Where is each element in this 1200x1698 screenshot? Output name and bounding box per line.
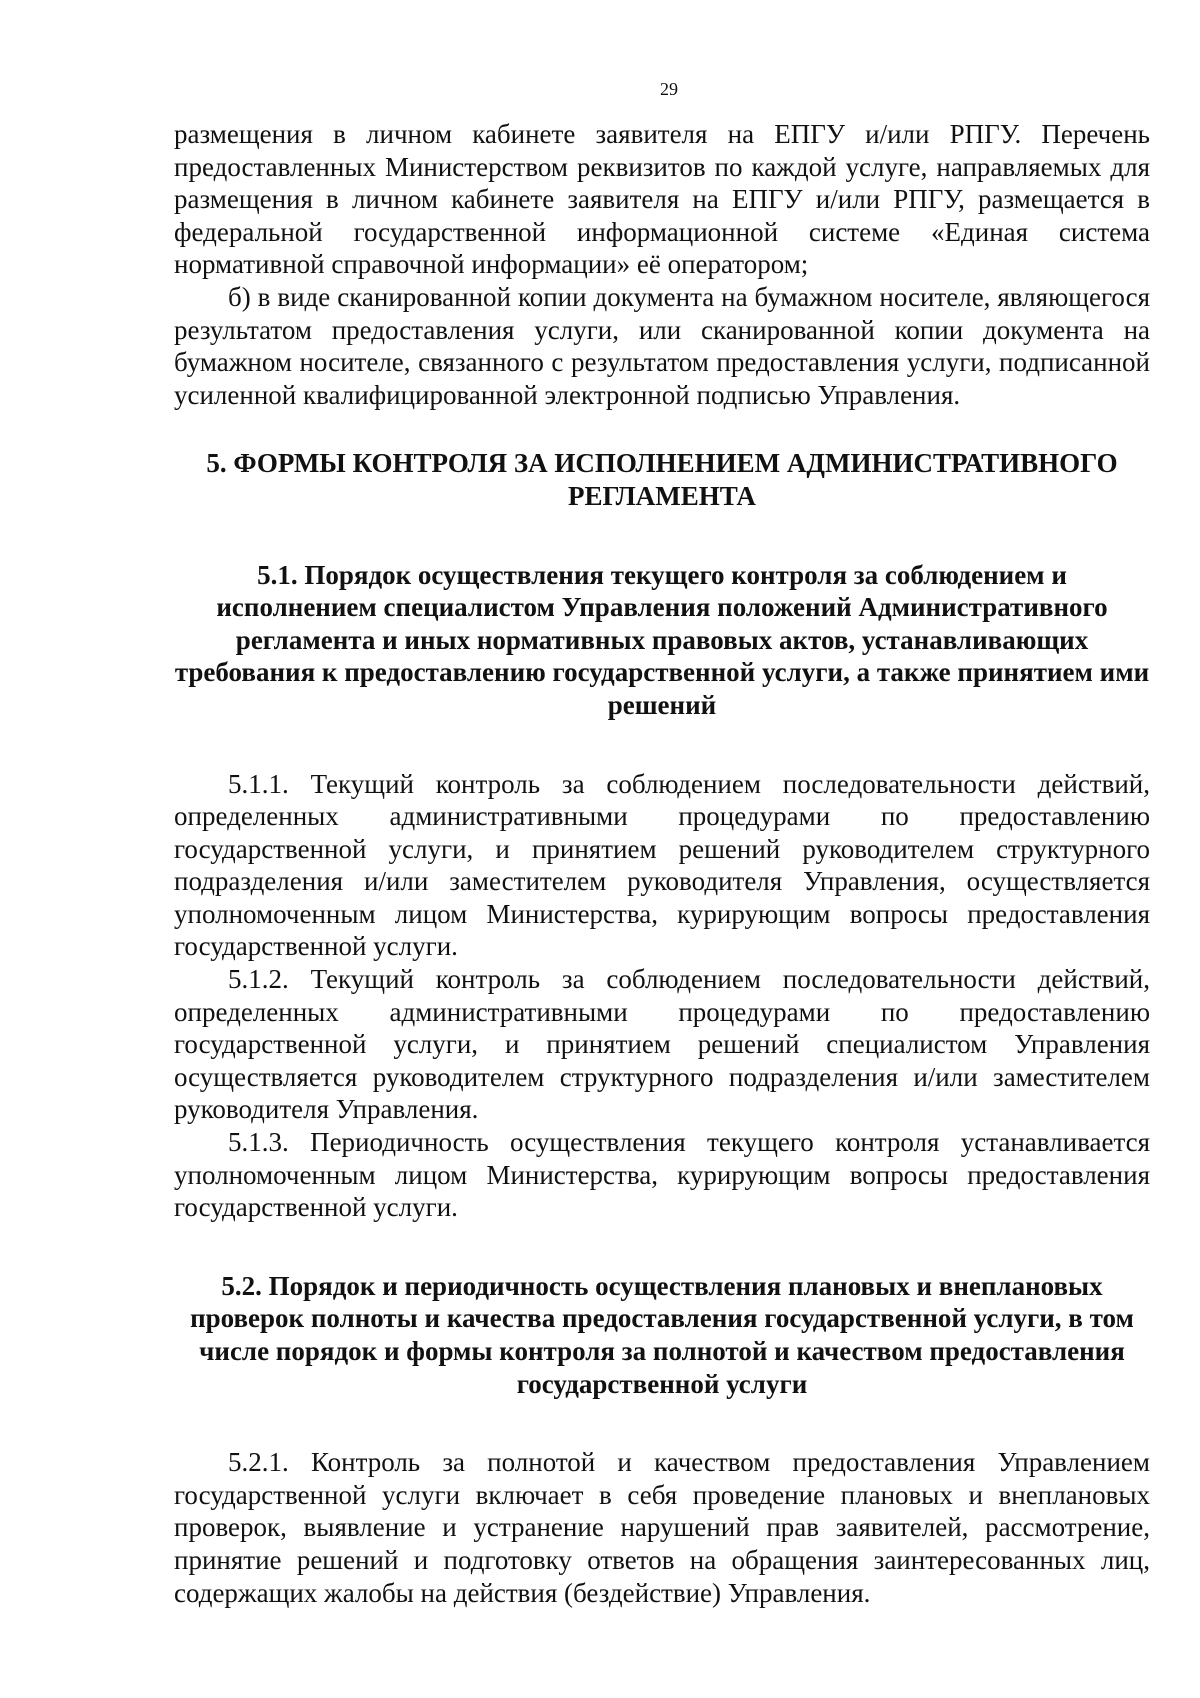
paragraph-5-1-2: 5.1.2. Текущий контроль за соблюдением последовательности действий, определенных административными процедурами по предоставлению государственной услуги, и принятием решений специалистом Управления осуществляется руководителем структурного подразделения и/или заместителем руководителя Управления.: [174, 964, 1150, 1125]
document-page: [174, 78, 1150, 1609]
paragraph-5-1-1: 5.1.1. Текущий контроль за соблюдением последовательности действий, определенных административными процедурами по предоставлению государственной услуги, и принятием решений руководителем структурного подразделения и/или заместителем руководителя Управления, осуществляется уполномоченным лицом Министерства, курирующим вопросы предоставления государственной услуги.: [174, 768, 1150, 962]
section-5-2-heading: 5.2. Порядок и периодичность осуществления плановых и внеплановых проверок полноты и качества предоставления государственной услуги, в том числе порядок и формы контроля за полнотой и качеством предоставления государственной услуги: [190, 1270, 1134, 1399]
paragraph-5-2-1: 5.2.1. Контроль за полнотой и качеством предоставления Управлением государственной услуги включает в себя проведение плановых и внеплановых проверок, выявление и устранение нарушений прав заявителей, рассмотрение, принятие решений и подготовку ответов на обращения заинтересованных лиц, содержащих жалобы на действия (бездействие) Управления.: [174, 1447, 1150, 1608]
paragraph-continuation: размещения в личном кабинете заявителя на ЕПГУ и/или РПГУ. Перечень предоставленных Министерством реквизитов по каждой услуге, направляемых для размещения в личном кабинете заявителя на ЕПГУ и/или РПГУ, размещается в федеральной государственной информационной системе «Единая система нормативной справочной информации» её оператором;: [174, 119, 1150, 280]
section-5-1-heading: 5.1. Порядок осуществления текущего контроля за соблюдением и исполнением специалистом Управления положений Административного регламента и иных нормативных правовых актов, устанавливающих требования к предоставлению государственной услуги, а также принятием ими решений: [174, 559, 1150, 720]
section-5-heading: [174, 447, 1150, 512]
paragraph-5-1-3: 5.1.3. Периодичность осуществления текущего контроля устанавливается уполномоченным лицом Министерства, курирующим вопросы предоставления государственной услуги.: [174, 1127, 1150, 1223]
paragraph-item-b: б) в виде сканированной копии документа на бумажном носителе, являющегося результатом предоставления услуги, или сканированной копии документа на бумажном носителе, связанного с результатом предоставления услуги, подписанной усиленной квалифицированной электронной подписью Управления.: [174, 281, 1150, 410]
section-5-heading-line2: РЕГЛАМЕНТА: [568, 480, 756, 511]
page-number: 29: [660, 79, 678, 99]
section-5-heading-line1: 5. ФОРМЫ КОНТРОЛЯ ЗА ИСПОЛНЕНИЕМ АДМИНИСТРАТИВНОГО: [206, 448, 1118, 479]
